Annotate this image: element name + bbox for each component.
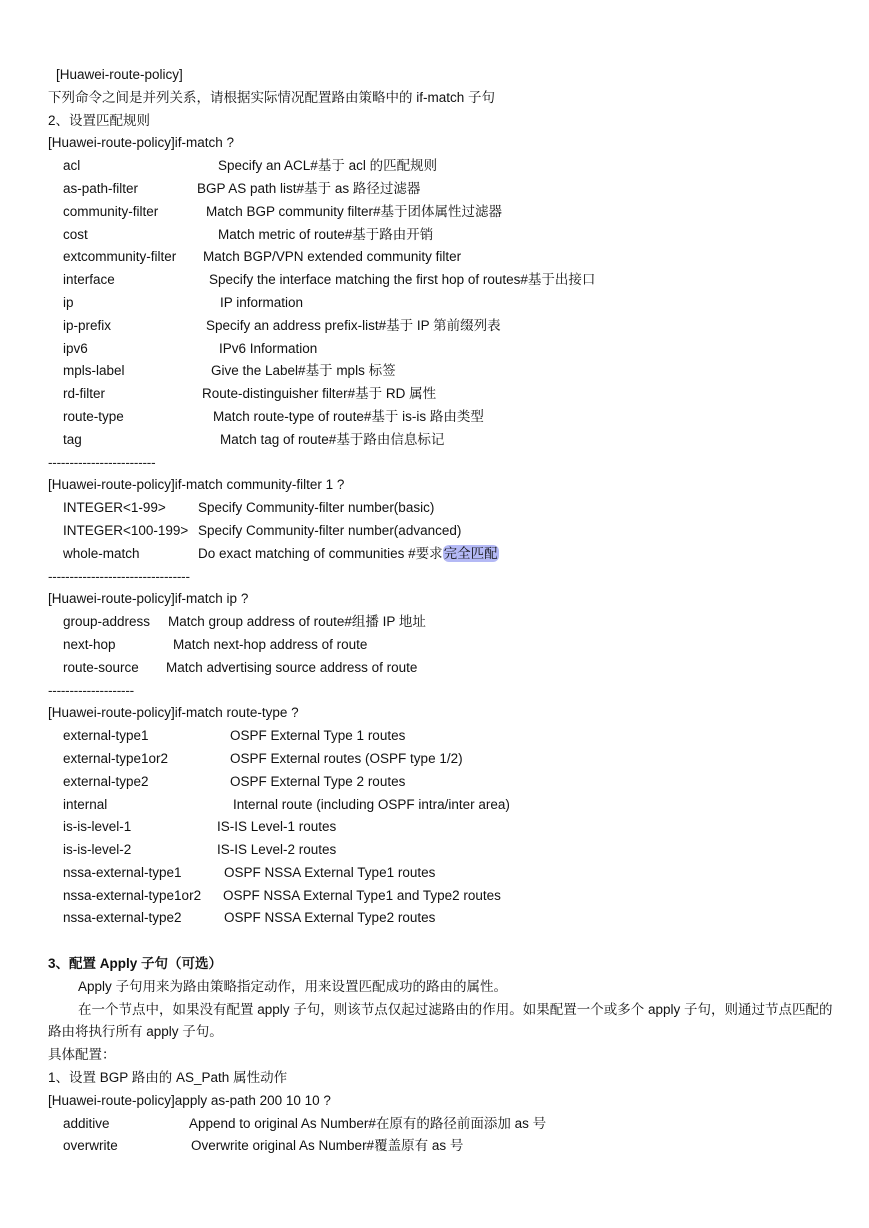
step3-sub-heading: 1、设置 BGP 路由的 AS_Path 属性动作 <box>48 1070 288 1086</box>
option-key: ip-prefix <box>63 317 112 333</box>
community-command: [Huawei-route-policy]if-match community-filter 1 ? <box>48 477 345 493</box>
option-row <box>48 246 838 269</box>
apply-command: [Huawei-route-policy]apply as-path 200 10 10 ? <box>48 1092 331 1108</box>
route-type-command: [Huawei-route-policy]if-match route-type ? <box>48 705 299 721</box>
option-desc: Append to original As Number#在原有的路径前面添加 as 号 <box>189 1115 547 1131</box>
option-key: additive <box>63 1115 110 1131</box>
option-row <box>48 839 838 862</box>
ip-command: [Huawei-route-policy]if-match ip ? <box>48 591 249 607</box>
option-desc: Match group address of route#组播 IP 地址 <box>168 614 426 630</box>
option-row <box>48 201 838 224</box>
option-desc: Internal route (including OSPF intra/inter area) <box>233 796 510 812</box>
option-key: nssa-external-type1 <box>63 864 182 880</box>
separator: --------------------------------- <box>48 568 190 584</box>
option-row <box>48 794 838 817</box>
option-key: extcommunity-filter <box>63 249 177 265</box>
ifmatch-command: [Huawei-route-policy]if-match ? <box>48 135 235 151</box>
option-row <box>48 634 838 657</box>
community-option-list <box>48 497 838 543</box>
option-desc: OSPF NSSA External Type2 routes <box>224 910 436 926</box>
option-key: acl <box>63 158 81 174</box>
step3-paragraph-2: 在一个节点中，如果没有配置 apply 子句，则该节点仅起过滤路由的作用。如果配置一个或多个 apply 子句，则通过节点匹配的路由将执行所有 apply 子句。 <box>48 1001 833 1040</box>
option-desc: Match BGP/VPN extended community filter <box>203 249 462 265</box>
option-row <box>48 725 838 748</box>
option-row <box>48 771 838 794</box>
document-page <box>48 64 838 1158</box>
option-desc: Match metric of route#基于路由开销 <box>218 226 434 242</box>
option-row <box>48 907 838 930</box>
option-key: next-hop <box>63 636 116 652</box>
option-key: nssa-external-type1or2 <box>63 887 202 903</box>
option-desc: Match route-type of route#基于 is-is 路由类型 <box>213 408 484 424</box>
option-key: INTEGER<1-99> <box>63 500 166 516</box>
intro-prompt: [Huawei-route-policy] <box>56 67 183 82</box>
option-desc: Route-distinguisher filter#基于 RD 属性 <box>202 386 437 402</box>
option-key: ipv6 <box>63 340 88 356</box>
option-key: group-address <box>63 614 151 630</box>
option-key: external-type1or2 <box>63 750 169 766</box>
option-desc: Match tag of route#基于路由信息标记 <box>220 431 445 447</box>
blank-line <box>48 930 838 953</box>
option-desc: Give the Label#基于 mpls 标签 <box>211 363 396 379</box>
option-key: cost <box>63 226 88 242</box>
intro-note: 下列命令之间是并列关系，请根据实际情况配置路由策略中的 if-match 子句 <box>48 89 496 105</box>
option-row <box>48 1135 838 1158</box>
option-desc: Overwrite original As Number#覆盖原有 as 号 <box>191 1138 464 1154</box>
option-key: rd-filter <box>63 386 106 402</box>
ifmatch-option-list <box>48 155 838 451</box>
option-row <box>48 155 838 178</box>
option-desc: IS-IS Level-1 routes <box>217 819 337 835</box>
option-key: INTEGER<100-199> <box>63 522 189 538</box>
option-key: mpls-label <box>63 363 125 379</box>
option-desc: Specify Community-filter number(basic) <box>198 500 435 516</box>
option-key: interface <box>63 272 115 288</box>
separator: ------------------------- <box>48 454 156 470</box>
route-type-option-list <box>48 725 838 930</box>
option-desc: Match BGP community filter#基于团体属性过滤器 <box>206 203 503 219</box>
option-key: as-path-filter <box>63 180 139 196</box>
option-key: route-source <box>63 659 139 675</box>
option-row <box>48 1113 838 1136</box>
option-key: internal <box>63 796 108 812</box>
option-key: whole-match <box>63 545 140 561</box>
step3-heading: 3、配置 Apply 子句（可选） <box>48 956 223 972</box>
option-row <box>48 862 838 885</box>
specific-config-label: 具体配置： <box>48 1047 116 1063</box>
option-row <box>48 611 838 634</box>
option-desc: OSPF External routes (OSPF type 1/2) <box>230 750 463 766</box>
option-key: route-type <box>63 408 124 424</box>
option-desc: OSPF NSSA External Type1 and Type2 routes <box>223 887 501 903</box>
option-key: community-filter <box>63 203 159 219</box>
apply-option-list <box>48 1113 838 1159</box>
option-row <box>48 520 838 543</box>
option-desc: Match next-hop address of route <box>173 636 368 652</box>
step3-paragraph-1: Apply 子句用来为路由策略指定动作，用来设置匹配成功的路由的属性。 <box>78 978 508 994</box>
option-row <box>48 497 838 520</box>
highlighted-text: 完全匹配 <box>443 545 498 561</box>
ip-option-list <box>48 611 838 679</box>
option-row <box>48 224 838 247</box>
option-row <box>48 269 838 292</box>
option-row <box>48 429 838 452</box>
option-desc: Specify an address prefix-list#基于 IP 第前缀列表 <box>206 317 501 333</box>
option-desc: Do exact matching of communities #要求 <box>198 545 443 561</box>
option-row <box>48 292 838 315</box>
option-row <box>48 657 838 680</box>
option-row <box>48 748 838 771</box>
option-desc: Specify Community-filter number(advanced) <box>198 522 462 538</box>
option-row <box>48 178 838 201</box>
option-row <box>48 360 838 383</box>
option-key: overwrite <box>63 1138 118 1154</box>
option-desc: IPv6 Information <box>219 340 318 356</box>
option-key: external-type1 <box>63 728 149 744</box>
option-row <box>48 315 838 338</box>
option-desc: IS-IS Level-2 routes <box>217 842 337 858</box>
option-key: is-is-level-1 <box>63 819 132 835</box>
option-desc: Specify an ACL#基于 acl 的匹配规则 <box>218 158 438 174</box>
option-desc: Match advertising source address of route <box>166 659 418 675</box>
option-row <box>48 543 838 566</box>
option-desc: OSPF External Type 2 routes <box>230 773 406 789</box>
option-desc: OSPF External Type 1 routes <box>230 728 406 744</box>
option-desc: IP information <box>220 294 304 310</box>
option-row <box>48 885 838 908</box>
separator: -------------------- <box>48 682 134 698</box>
option-row <box>48 338 838 361</box>
option-row <box>48 383 838 406</box>
option-key: external-type2 <box>63 773 149 789</box>
option-key: ip <box>63 294 74 310</box>
option-row <box>48 816 838 839</box>
step2-heading: 2、设置匹配规则 <box>48 112 151 128</box>
option-desc: Specify the interface matching the first hop of routes#基于出接口 <box>209 272 596 288</box>
option-key: nssa-external-type2 <box>63 910 182 926</box>
option-key: is-is-level-2 <box>63 842 132 858</box>
option-row <box>48 406 838 429</box>
option-desc: OSPF NSSA External Type1 routes <box>224 864 436 880</box>
option-desc: BGP AS path list#基于 as 路径过滤器 <box>197 180 421 196</box>
option-key: tag <box>63 431 82 447</box>
